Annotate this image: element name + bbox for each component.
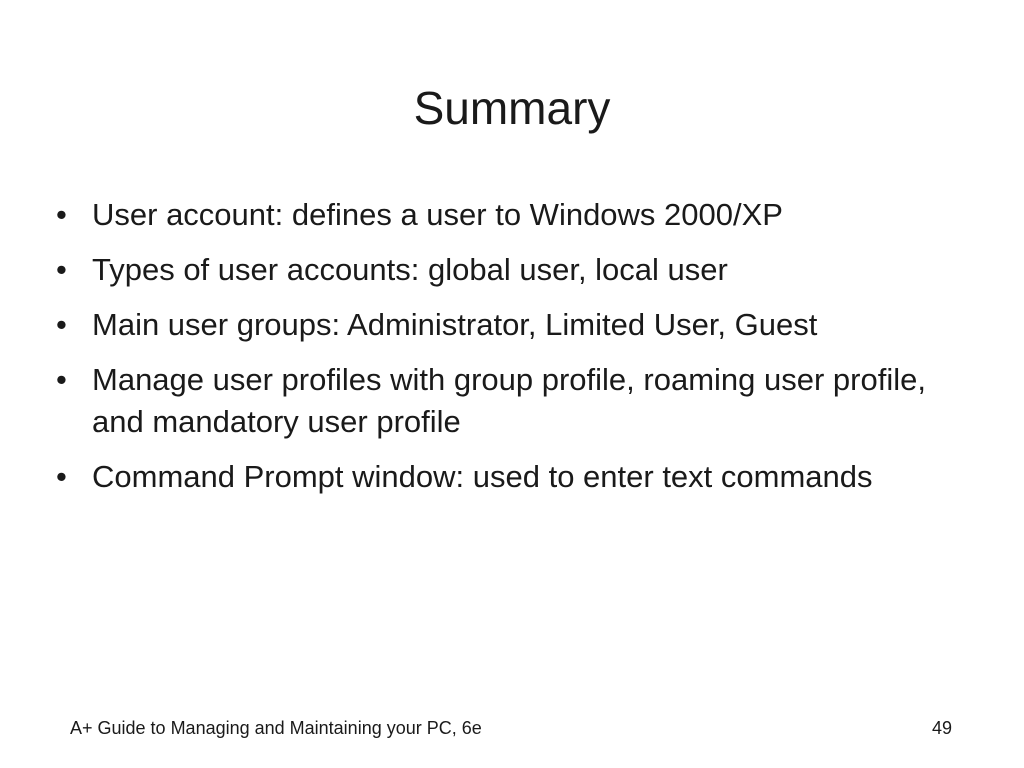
bullet-item <box>56 304 986 346</box>
bullet-icon: • <box>56 459 67 494</box>
bullet-icon: • <box>56 362 67 397</box>
bullet-text: Main user groups: Administrator, Limited User, Guest <box>92 307 818 342</box>
footer-source: A+ Guide to Managing and Maintaining your PC, 6e <box>70 718 482 738</box>
bullet-text: Command Prompt window: used to enter text commands <box>92 459 873 494</box>
bullet-icon: • <box>56 252 67 287</box>
bullet-item <box>56 456 986 498</box>
bullet-item <box>56 249 986 291</box>
bullet-item <box>56 359 986 443</box>
bullet-list <box>56 194 986 511</box>
bullet-text: Types of user accounts: global user, local user <box>92 252 728 287</box>
page-number: 49 <box>931 718 952 738</box>
bullet-text: Manage user profiles with group profile, roaming user profile, and mandatory user profile <box>92 362 926 439</box>
bullet-icon: • <box>56 197 67 232</box>
slide-title: Summary <box>413 82 611 134</box>
bullet-text: User account: defines a user to Windows 2000/XP <box>92 197 783 232</box>
bullet-icon: • <box>56 307 67 342</box>
bullet-item <box>56 194 986 236</box>
